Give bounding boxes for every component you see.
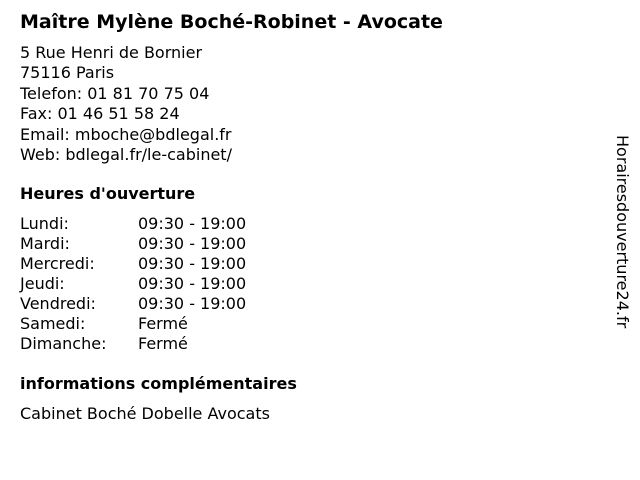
hours-time: Fermé: [138, 314, 188, 333]
hours-time: 09:30 - 19:00: [138, 294, 247, 313]
hours-day: Mardi:: [20, 234, 70, 253]
hours-time: 09:30 - 19:00: [138, 274, 247, 293]
opening-hours-table: [20, 214, 320, 354]
hours-day: Jeudi:: [20, 274, 65, 293]
hours-row-wednesday: [20, 254, 320, 274]
contact-street: 5 Rue Henri de Bornier: [20, 43, 203, 62]
page-title: Maître Mylène Boché-Robinet - Avocate: [20, 11, 443, 33]
contact-email: Email: mboche@bdlegal.fr: [20, 124, 232, 144]
hours-time: Fermé: [138, 334, 188, 353]
hours-time: 09:30 - 19:00: [138, 214, 247, 233]
contact-block: [20, 43, 232, 165]
hours-day: Lundi:: [20, 214, 69, 233]
hours-row-friday: [20, 294, 320, 314]
contact-fax: Fax: 01 46 51 58 24: [20, 104, 180, 124]
contact-web: Web: bdlegal.fr/le-cabinet/: [20, 144, 232, 164]
contact-city: 75116 Paris: [20, 63, 115, 83]
hours-day: Samedi:: [20, 314, 86, 333]
contact-phone: Telefon: 01 81 70 75 04: [20, 83, 210, 103]
hours-day: Vendredi:: [20, 294, 96, 313]
additional-info-text: Cabinet Boché Dobelle Avocats: [20, 404, 270, 423]
hours-row-sunday: [20, 334, 320, 354]
hours-time: 09:30 - 19:00: [138, 254, 247, 273]
hours-row-saturday: [20, 314, 320, 334]
hours-day: Dimanche:: [20, 334, 107, 353]
hours-row-thursday: [20, 274, 320, 294]
site-brand-vertical: Horairesdouverture24.fr: [613, 135, 632, 329]
hours-time: 09:30 - 19:00: [138, 234, 247, 253]
hours-row-monday: [20, 214, 320, 234]
additional-info-heading: informations complémentaires: [20, 374, 297, 393]
hours-row-tuesday: [20, 234, 320, 254]
opening-hours-heading: Heures d'ouverture: [20, 184, 196, 203]
hours-day: Mercredi:: [20, 254, 95, 273]
